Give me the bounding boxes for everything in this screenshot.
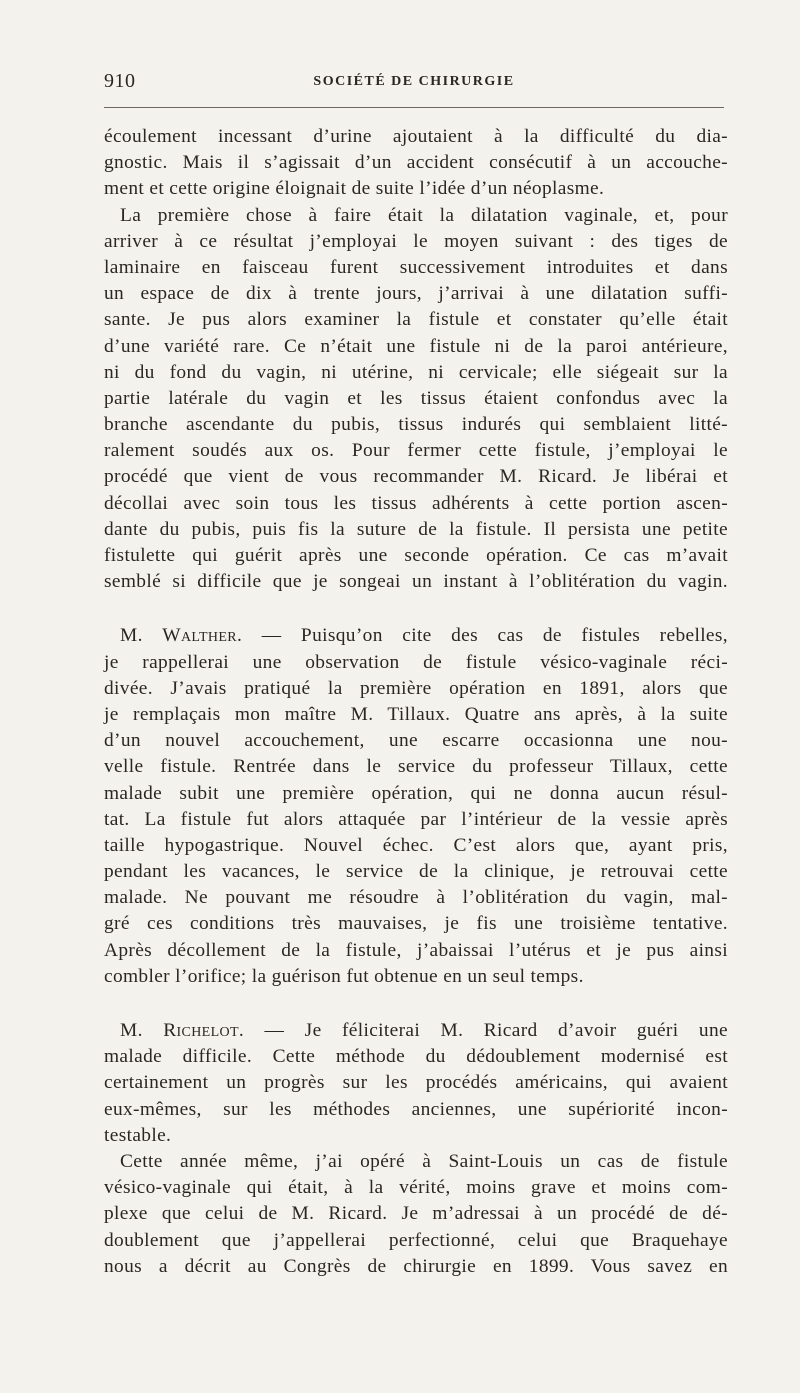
- text-line: malade difficile. Cette méthode du dédoublement modernisé est: [104, 1046, 728, 1068]
- text-line: fistulette qui guérit après une seconde opération. Ce cas m’avait: [104, 545, 728, 566]
- text-line: semblé si difficile que je songeai un instant à l’oblitération du vagin.: [104, 571, 728, 593]
- text-line: testable.: [104, 1124, 172, 1146]
- text-line: malade subit une première opération, qui ne donna aucun résul-: [104, 782, 728, 804]
- speaker-line: [104, 1018, 728, 1044]
- text-line: divée. J’avais pratiqué la première opération en 1891, alors que: [104, 677, 728, 699]
- text-line: doublement que j’appellerai perfectionné, celui que Braquehaye: [104, 1229, 728, 1251]
- text-line: je rappellerai une observation de fistule vésico-vaginale réci-: [104, 651, 728, 673]
- text-line: laminaire en faisceau furent successivement introduites et dans: [104, 256, 728, 278]
- text-line: procédé que vient de vous recommander M. Ricard. Je libérai et: [104, 466, 728, 488]
- text-line: malade. Ne pouvant me résoudre à l’oblitération du vagin, mal-: [104, 887, 728, 909]
- text-line: partie latérale du vagin et les tissus étaient confondus avec la: [104, 387, 728, 409]
- header-rule: [104, 107, 724, 108]
- paragraph-gap: [104, 990, 728, 1018]
- text-line: ralement soudés aux os. Pour fermer cette fistule, j’employai le: [104, 440, 728, 462]
- text-line: d’un nouvel accouchement, une escarre occasionna une nou-: [104, 730, 728, 752]
- speaker-prefix: M.: [120, 625, 163, 647]
- text-line: d’une variété rare. Ce n’était une fistule ni de la paroi antérieure,: [104, 335, 728, 357]
- text-line: combler l’orifice; la guérison fut obtenue en un seul temps.: [104, 965, 584, 987]
- paragraph: [104, 124, 728, 203]
- text-line: branche ascendante du pubis, tissus indurés qui semblaient litté-: [104, 414, 728, 436]
- text-line: sante. Je pus alors examiner la fistule et constater qu’elle était: [104, 309, 728, 331]
- text-line: gnostic. Mais il s’agissait d’un accident consécutif à un accouche-: [104, 152, 728, 174]
- text-line: arriver à ce résultat j’employai le moyen suivant : des tiges de: [104, 230, 728, 252]
- text-line: nous a décrit au Congrès de chirurgie en 1899. Vous savez en: [104, 1255, 728, 1277]
- page-number: 910: [104, 70, 136, 92]
- paragraph: [104, 1149, 728, 1280]
- text-line: La première chose à faire était la dilatation vaginale, et, pour: [120, 204, 728, 226]
- text-line: certainement un progrès sur les procédés américains, qui avaient: [104, 1072, 728, 1094]
- paragraph-gap: [104, 595, 728, 623]
- text-line: pendant les vacances, le service de la clinique, je retrouvai cette: [104, 861, 728, 883]
- speaker-line: [104, 623, 728, 649]
- paragraph-richelot: [104, 1018, 728, 1149]
- text-line: tat. La fistule fut alors attaquée par l’intérieur de la vessie après: [104, 808, 728, 830]
- text-line: écoulement incessant d’urine ajoutaient à la difficulté du dia-: [104, 126, 728, 147]
- text-line: je remplaçais mon maître M. Tillaux. Quatre ans après, à la suite: [104, 703, 728, 725]
- speaker-line-text: . — Puisqu’on cite des cas de fistules rebelles,: [236, 625, 728, 647]
- text-line: plexe que celui de M. Ricard. Je m’adressai à un procédé de dé-: [104, 1203, 728, 1225]
- text-line: ni du fond du vagin, ni utérine, ni cervicale; elle siégeait sur la: [104, 361, 728, 383]
- speaker-name: Richelot: [163, 1020, 239, 1041]
- text-line: velle fistule. Rentrée dans le service du professeur Tillaux, cette: [104, 756, 728, 778]
- text-line: dante du pubis, puis fis la suture de la fistule. Il persista une petite: [104, 518, 728, 540]
- text-line: vésico-vaginale qui était, à la vérité, moins grave et moins com-: [104, 1177, 728, 1199]
- text-line: eux-mêmes, sur les méthodes anciennes, une supériorité incon-: [104, 1098, 728, 1120]
- body-text: [104, 124, 728, 1280]
- text-line: taille hypogastrique. Nouvel échec. C’est alors que, ayant pris,: [104, 834, 728, 856]
- paragraph-walther: [104, 623, 728, 990]
- text-line: gré ces conditions très mauvaises, je fis une troisième tentative.: [104, 913, 728, 935]
- paragraph: [104, 203, 728, 596]
- text-line: décollai avec soin tous les tissus adhérents à cette portion ascen-: [104, 492, 728, 514]
- page-header: [104, 70, 724, 94]
- running-title: SOCIÉTÉ DE CHIRURGIE: [313, 74, 515, 89]
- text-line: Après décollement de la fistule, j’abaissai l’utérus et je pus ainsi: [104, 939, 728, 961]
- text-line: Cette année même, j’ai opéré à Saint-Louis un cas de fistule: [120, 1150, 728, 1172]
- speaker-prefix: M.: [120, 1020, 164, 1041]
- text-line: ment et cette origine éloignait de suite l’idée d’un néoplasme.: [104, 178, 605, 200]
- speaker-name: Walther: [162, 625, 237, 647]
- speaker-line-text: . — Je féliciterai M. Ricard d’avoir guéri une: [238, 1020, 728, 1041]
- text-line: un espace de dix à trente jours, j’arrivai à une dilatation suffi-: [104, 283, 728, 305]
